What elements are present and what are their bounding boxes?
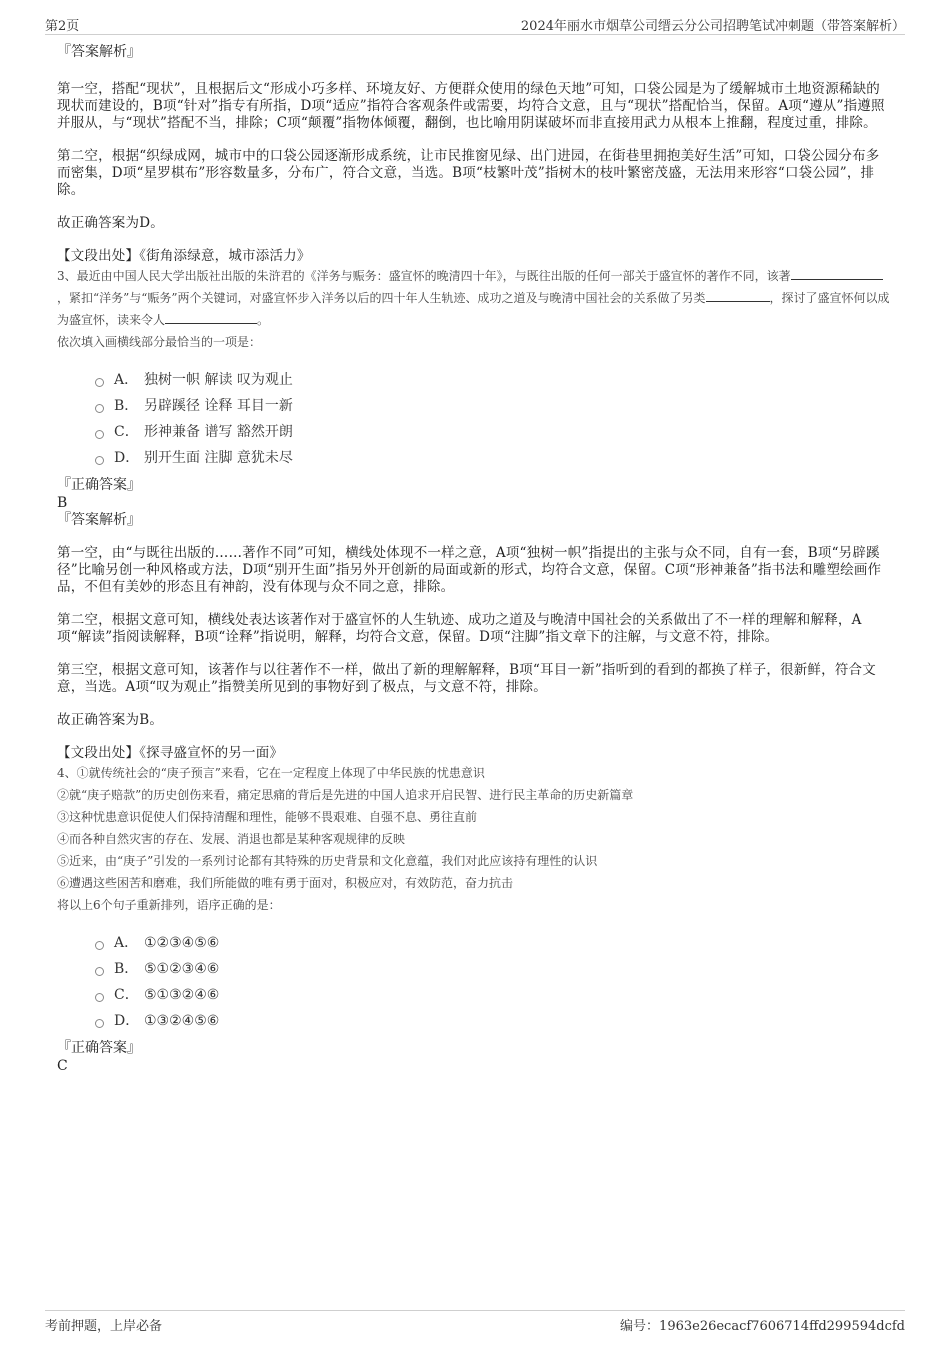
q3-blank-2 bbox=[706, 289, 770, 302]
radio-button-icon[interactable] bbox=[95, 456, 104, 465]
q3-option-b[interactable]: B． 另辟蹊径 诠释 耳目一新 bbox=[95, 393, 892, 419]
q4-sentence-4: ④而各种自然灾害的存在、发展、消退也都是某种客观规律的反映 bbox=[57, 832, 406, 846]
radio-button-icon[interactable] bbox=[95, 941, 104, 950]
q2-analysis-para-2: 第二空，根据“织绿成网，城市中的口袋公园逐渐形成系统，让市民推窗见绿、出门进园，在街巷里拥抱美好生活”可知，口袋公园分布多而密集，D项“星罗棋布”形容数量多，分布广，符合文意，当选。B项“枝繁叶茂”指树木的枝叶繁密茂盛，无法用来形容“口袋公园”，排除。 bbox=[57, 148, 880, 198]
q3-blank-1 bbox=[791, 267, 883, 280]
q3-stem bbox=[57, 265, 892, 331]
q3-conclusion: 故正确答案为B。 bbox=[57, 712, 164, 728]
q4-sentence-3: ③这种忧患意识促使人们保持清醒和理性，能够不畏艰难、自强不息、勇往直前 bbox=[57, 810, 478, 824]
q3-option-d[interactable]: D． 别开生面 注脚 意犹未尽 bbox=[95, 445, 892, 471]
q4-option-d[interactable]: D． ①③②④⑤⑥ bbox=[95, 1008, 892, 1034]
q3-prompt: 依次填入画横线部分最恰当的一项是： bbox=[57, 335, 262, 349]
document-title: 2024年丽水市烟草公司缙云分公司招聘笔试冲刺题（带答案解析） bbox=[520, 19, 905, 34]
q4-prompt: 将以上6个句子重新排列，语序正确的是： bbox=[57, 898, 281, 912]
q4-sentence-1: 4、①就传统社会的“庚子预言”来看，它在一定程度上体现了中华民族的忧患意识 bbox=[57, 766, 485, 780]
q3-stem-b: ，紧扣“洋务”与“赈务”两个关键词，对盛宣怀步入洋务以后的四十年人生轨迹、成功之道及与晚清中国社会的关系做了另类 bbox=[57, 291, 706, 305]
q3-stem-c: ，探讨了盛宣怀何以成为盛宣怀，读来令人 bbox=[57, 291, 890, 327]
q3-correct-answer: B bbox=[57, 495, 68, 511]
radio-button-icon[interactable] bbox=[95, 967, 104, 976]
q4-sentence-2: ②就“庚子赔款”的历史创伤来看，痛定思痛的背后是先进的中国人追求开启民智、进行民主革命的历史新篇章 bbox=[57, 788, 634, 802]
page-footer bbox=[45, 1310, 905, 1334]
q3-source: 【文段出处】《探寻盛宣怀的另一面》 bbox=[57, 745, 284, 761]
q4-sentence-5: ⑤近来，由“庚子”引发的一系列讨论都有其特殊的历史背景和文化意蕴，我们对此应该持有理性的认识 bbox=[57, 854, 598, 868]
q3-options bbox=[95, 367, 892, 471]
document-body bbox=[57, 44, 892, 1075]
q3-analysis-para-3: 第三空，根据文意可知，该著作与以往著作不一样，做出了新的理解解释，B项“耳目一新”指听到的看到的都换了样子，很新鲜，符合文意，当选。A项“叹为观止”指赞美所见到的事物好到了极点，与文意不符，排除。 bbox=[57, 662, 876, 695]
q3-stem-a: 3、最近由中国人民大学出版社出版的朱浒君的《洋务与赈务：盛宣怀的晚清四十年》，与既往出版的任何一部关于盛宣怀的著作不同，该著 bbox=[57, 269, 791, 283]
q2-conclusion: 故正确答案为D。 bbox=[57, 215, 164, 231]
radio-button-icon[interactable] bbox=[95, 430, 104, 439]
radio-button-icon[interactable] bbox=[95, 1019, 104, 1028]
q4-option-b[interactable]: B． ⑤①②③④⑥ bbox=[95, 956, 892, 982]
q3-option-c[interactable]: C． 形神兼备 谱写 豁然开朗 bbox=[95, 419, 892, 445]
q4-option-c[interactable]: C． ⑤①③②④⑥ bbox=[95, 982, 892, 1008]
radio-button-icon[interactable] bbox=[95, 378, 104, 387]
q4-correct-label: 『正确答案』 bbox=[57, 1040, 141, 1056]
q4-sentence-6: ⑥遭遇这些困苦和磨难，我们所能做的唯有勇于面对，积极应对，有效防范，奋力抗击 bbox=[57, 876, 514, 890]
q4-correct-answer: C bbox=[57, 1058, 68, 1074]
q3-correct-label: 『正确答案』 bbox=[57, 477, 141, 493]
page-number: 第2页 bbox=[45, 19, 80, 34]
footer-serial: 编号：1963e26ecacf7606714ffd299594dcfd bbox=[620, 1319, 905, 1334]
radio-button-icon[interactable] bbox=[95, 404, 104, 413]
q3-analysis-label: 『答案解析』 bbox=[57, 512, 141, 528]
q2-analysis-para-1: 第一空，搭配“现状”，且根据后文“形成小巧多样、环境友好、方便群众使用的绿色天地”可知，口袋公园是为了缓解城市土地资源稀缺的现状而建设的，B项“针对”指专有所指，D项“适应”指符合客观条件或需要，均符合文意，且与“现状”搭配恰当，保留。A项“遵从”指遵照并服从，与“现状”搭配不当，排除；C项“颠覆”指物体倾覆，翻倒，也比喻用阴谋破坏而非直接用武力从根本上推翻，程度过重，排除。 bbox=[57, 81, 885, 131]
q4-options bbox=[95, 930, 892, 1034]
q2-source: 【文段出处】《街角添绿意，城市添活力》 bbox=[57, 248, 311, 264]
page-header bbox=[45, 12, 905, 35]
q2-analysis-label: 『答案解析』 bbox=[57, 44, 141, 60]
q3-blank-3 bbox=[165, 311, 257, 324]
radio-button-icon[interactable] bbox=[95, 993, 104, 1002]
footer-slogan: 考前押题，上岸必备 bbox=[45, 1319, 163, 1334]
q3-option-a[interactable]: A． 独树一帜 解读 叹为观止 bbox=[95, 367, 892, 393]
q4-option-a[interactable]: A． ①②③④⑤⑥ bbox=[95, 930, 892, 956]
q3-analysis-para-2: 第二空，根据文意可知，横线处表达该著作对于盛宣怀的人生轨迹、成功之道及与晚清中国社会的关系做出了不一样的理解和解释，A项“解读”指阅读解释，B项“诠释”指说明，解释，均符合文意，保留。D项“注脚”指文章下的注解，与文意不符，排除。 bbox=[57, 612, 862, 645]
q3-stem-d: 。 bbox=[257, 313, 270, 327]
q3-analysis-para-1: 第一空，由“与既往出版的……著作不同”可知，横线处体现不一样之意，A项“独树一帜”指提出的主张与众不同，自有一套，B项“另辟蹊径”比喻另创一种风格或方法，D项“别开生面”指另外开创新的局面或新的形式，均符合文意，保留。C项“形神兼备”指书法和雕塑绘画作品，不但有美妙的形态且有神韵，没有体现与众不同之意，排除。 bbox=[57, 545, 882, 595]
